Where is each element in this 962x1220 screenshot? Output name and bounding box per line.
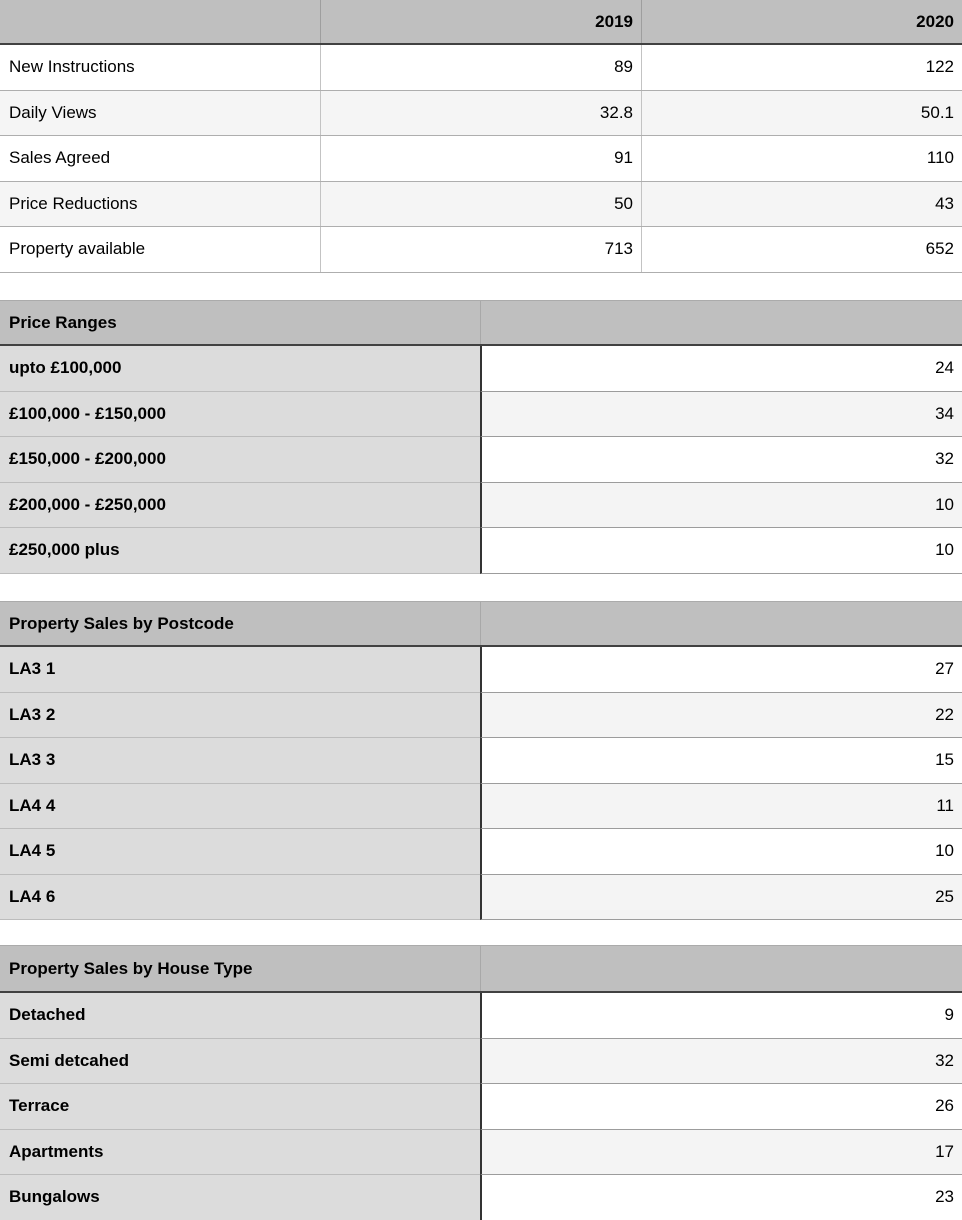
value-cell-2019: 32.8 [320, 91, 641, 136]
row-label-cell: LA4 4 [0, 784, 480, 830]
row-value-cell: 22 [480, 693, 962, 739]
table-row [0, 993, 962, 1039]
table-row [0, 784, 962, 830]
table-row [0, 1130, 962, 1176]
table-row [0, 227, 962, 273]
sales-by-house-type-table [0, 945, 962, 1220]
table-row [0, 1039, 962, 1085]
row-label-cell: Apartments [0, 1130, 480, 1176]
header-cell-blank [480, 602, 962, 645]
table-row [0, 483, 962, 529]
yearly-table-header-row [0, 0, 962, 45]
row-value-cell: 10 [480, 829, 962, 875]
row-value-cell: 23 [480, 1175, 962, 1220]
table-row [0, 1175, 962, 1220]
postcode-header-row [0, 601, 962, 647]
table-row [0, 693, 962, 739]
row-value-cell: 27 [480, 647, 962, 693]
header-cell-2019: 2019 [320, 0, 641, 43]
row-value-cell: 11 [480, 784, 962, 830]
row-label-cell: LA3 1 [0, 647, 480, 693]
table-row [0, 437, 962, 483]
price-ranges-header-row [0, 300, 962, 346]
table-title: Price Ranges [9, 312, 117, 332]
header-cell-blank [480, 946, 962, 991]
table-row [0, 182, 962, 228]
row-label-cell: New Instructions [9, 57, 135, 77]
value-cell-2019: 89 [320, 45, 641, 90]
table-row [0, 875, 962, 921]
row-label-cell: Price Reductions [9, 193, 138, 213]
header-cell-blank [0, 0, 320, 43]
price-ranges-table [0, 300, 962, 574]
row-value-cell: 24 [480, 346, 962, 392]
value-cell-2019: 91 [320, 136, 641, 181]
row-label-cell: Property available [9, 239, 146, 259]
table-row [0, 45, 962, 91]
row-value-cell: 34 [480, 392, 962, 438]
row-label-cell: Daily Views [9, 102, 97, 122]
row-label-cell: LA3 2 [0, 693, 480, 739]
sales-by-postcode-table [0, 601, 962, 920]
row-value-cell: 32 [480, 1039, 962, 1085]
value-cell-2020: 43 [641, 182, 962, 227]
value-cell-2020: 110 [641, 136, 962, 181]
header-cell-blank [480, 301, 962, 344]
row-value-cell: 17 [480, 1130, 962, 1176]
value-cell-2020: 50.1 [641, 91, 962, 136]
table-row [0, 91, 962, 137]
row-label-cell: LA3 3 [0, 738, 480, 784]
value-cell-2020: 652 [641, 227, 962, 272]
value-cell-2020: 122 [641, 45, 962, 90]
row-label-cell: £100,000 - £150,000 [0, 392, 480, 438]
row-label-cell: LA4 6 [0, 875, 480, 921]
table-title: Property Sales by Postcode [9, 613, 234, 633]
row-label-cell: Semi detcahed [0, 1039, 480, 1085]
row-value-cell: 10 [480, 483, 962, 529]
yearly-comparison-table [0, 0, 962, 273]
row-label-cell: £200,000 - £250,000 [0, 483, 480, 529]
header-cell-2020: 2020 [641, 0, 962, 43]
table-row [0, 1084, 962, 1130]
row-label-cell: upto £100,000 [0, 346, 480, 392]
row-value-cell: 25 [480, 875, 962, 921]
table-row [0, 528, 962, 574]
value-cell-2019: 713 [320, 227, 641, 272]
row-label-cell: Bungalows [0, 1175, 480, 1220]
row-label-cell: LA4 5 [0, 829, 480, 875]
table-row [0, 392, 962, 438]
table-row [0, 346, 962, 392]
row-label-cell: Sales Agreed [9, 148, 111, 168]
table-row [0, 136, 962, 182]
row-label-cell: Detached [0, 993, 480, 1039]
table-row [0, 647, 962, 693]
house-type-header-row [0, 945, 962, 993]
table-row [0, 738, 962, 784]
row-label-cell: £250,000 plus [0, 528, 480, 574]
row-label-cell: Terrace [0, 1084, 480, 1130]
row-value-cell: 10 [480, 528, 962, 574]
table-title: Property Sales by House Type [9, 958, 253, 978]
row-value-cell: 9 [480, 993, 962, 1039]
table-row [0, 829, 962, 875]
value-cell-2019: 50 [320, 182, 641, 227]
row-label-cell: £150,000 - £200,000 [0, 437, 480, 483]
row-value-cell: 26 [480, 1084, 962, 1130]
row-value-cell: 15 [480, 738, 962, 784]
row-value-cell: 32 [480, 437, 962, 483]
